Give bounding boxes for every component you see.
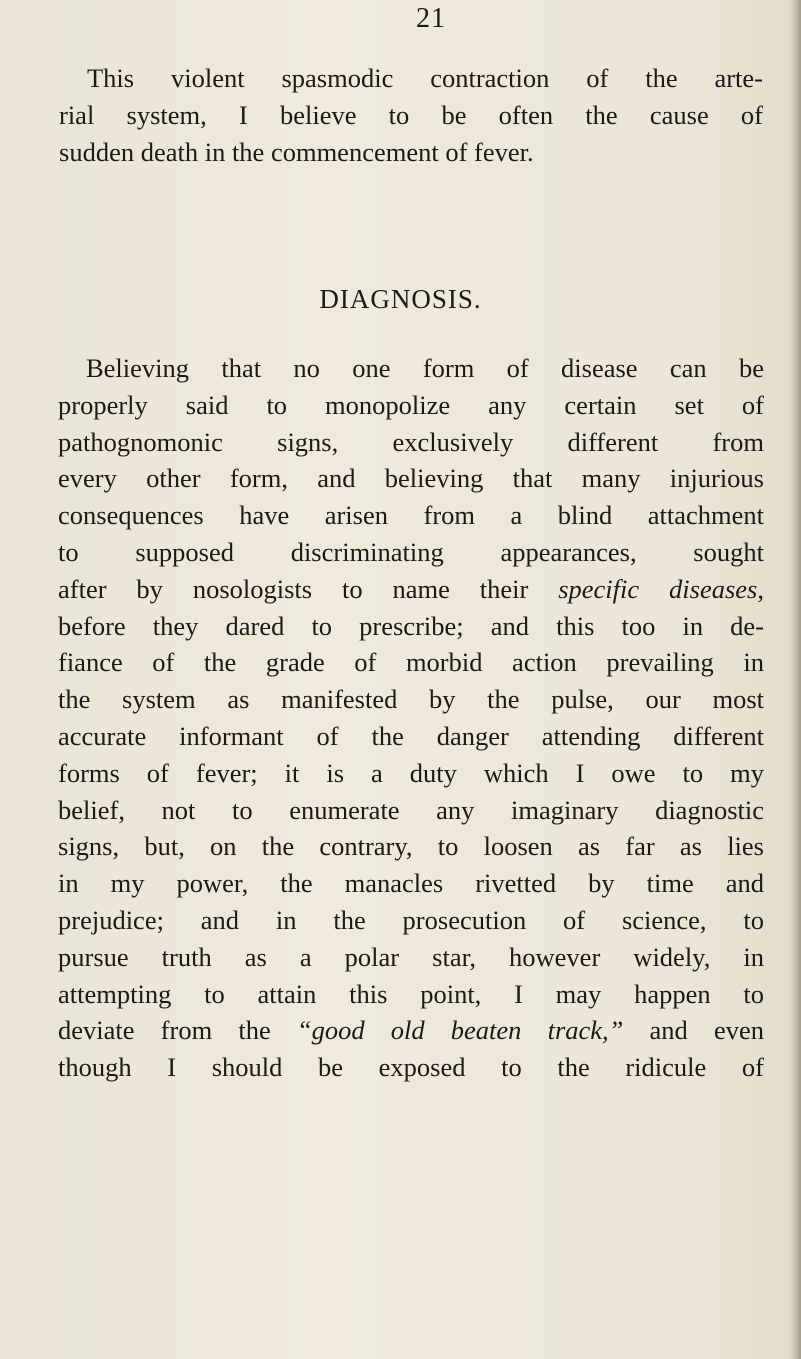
- text-segment: and even: [649, 1015, 764, 1046]
- text-line: forms of fever; it is a duty which I owe to my: [58, 757, 764, 788]
- text-line: the system as manifested by the pulse, our most: [58, 684, 764, 715]
- section-heading: DIAGNOSIS.: [319, 284, 482, 314]
- text-line: This violent spasmodic contraction of the arte-: [87, 63, 763, 93]
- text-line: pursue truth as a polar star, however widely, in: [58, 941, 764, 972]
- text-line: every other form, and believing that many injurious: [58, 463, 764, 494]
- text-line: pathognomonic signs, exclusively different from: [58, 426, 764, 457]
- paragraph-2: [58, 350, 764, 1086]
- text-line: accurate informant of the danger attending different: [58, 720, 764, 751]
- text-segment: deviate from the: [58, 1015, 271, 1046]
- text-line-with-italic: [58, 1012, 764, 1049]
- text-line: before they dared to prescribe; and this too in de-: [58, 610, 764, 641]
- text-line: Believing that no one form of disease can be: [86, 353, 764, 383]
- text-line-with-italic: [58, 571, 764, 608]
- text-line: consequences have arisen from a blind attachment: [58, 500, 764, 531]
- punctuation: ,: [757, 573, 764, 604]
- italic-quote: “good old beaten track,”: [296, 1015, 624, 1046]
- page-binding-shadow: [789, 0, 801, 1359]
- text-line: to supposed discriminating appearances, sought: [58, 536, 764, 567]
- text-line: in my power, the manacles rivetted by time and: [58, 868, 764, 899]
- text-line: sudden death in the commencement of fever.: [59, 136, 534, 167]
- text-line: belief, not to enumerate any imaginary diagnostic: [58, 794, 764, 825]
- text-line: attempting to attain this point, I may happen to: [58, 978, 764, 1009]
- text-line: prejudice; and in the prosecution of science, to: [58, 904, 764, 935]
- page-number: 21: [416, 3, 446, 34]
- italic-phrase: specific diseases: [558, 573, 758, 604]
- text-line: though I should be exposed to the ridicule of: [58, 1052, 764, 1083]
- text-line: signs, but, on the contrary, to loosen as far as lies: [58, 831, 764, 862]
- paragraph-1: [59, 60, 763, 170]
- text-line: fiance of the grade of morbid action prevailing in: [58, 647, 764, 678]
- text-line: properly said to monopolize any certain set of: [58, 389, 764, 420]
- text-line: rial system, I believe to be often the cause of: [59, 99, 763, 130]
- text-segment: after by nosologists to name their: [58, 573, 529, 604]
